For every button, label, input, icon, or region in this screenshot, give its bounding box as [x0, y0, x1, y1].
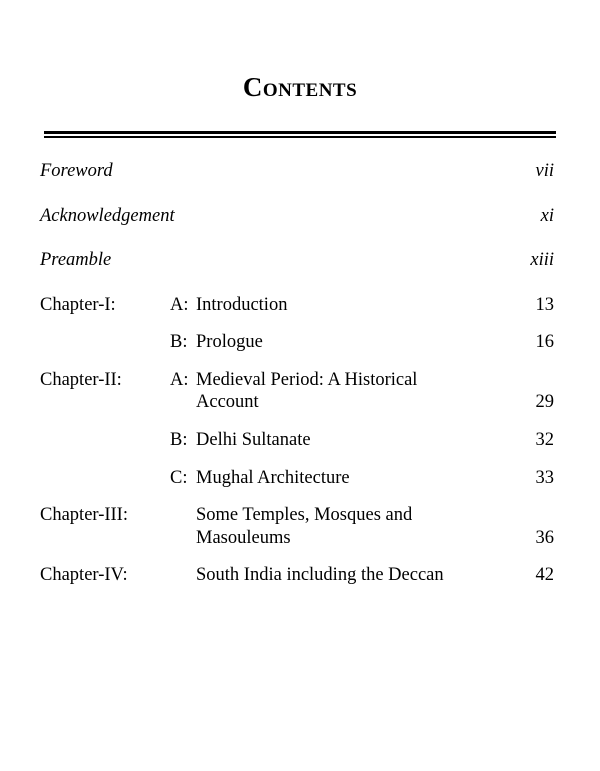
toc-entry-title: Delhi Sultanate — [196, 429, 311, 450]
toc-entry-page: 29 — [535, 392, 554, 413]
toc-chapter-label: Chapter-III: — [40, 505, 128, 526]
toc-entry-title — [196, 504, 500, 549]
toc-entry-label: Acknowledgement — [40, 205, 175, 226]
toc-entry-title-line2: Masouleums — [196, 527, 291, 548]
divider-thin-line — [44, 136, 556, 138]
toc-entry-title-line2: Account — [196, 392, 259, 413]
toc-entry-title: Mughal Architecture — [196, 467, 350, 488]
toc-entry-page: 42 — [535, 565, 554, 586]
toc-chapter-label: Chapter-IV: — [40, 565, 128, 586]
toc-entry-title: Introduction — [196, 294, 288, 315]
toc-entry-label: Preamble — [40, 250, 112, 271]
page-title: Contents — [242, 72, 358, 102]
toc-row[interactable] — [40, 467, 554, 490]
toc-front-matter-row[interactable] — [40, 249, 554, 272]
toc-entry-label: Foreword — [40, 161, 113, 181]
toc-row[interactable] — [40, 369, 554, 414]
toc-section-letter: A: — [170, 369, 189, 390]
toc-row[interactable] — [40, 294, 554, 317]
toc-section-letter: B: — [170, 429, 188, 450]
toc-entry-title-line1: Medieval Period: A Historical — [196, 369, 418, 390]
toc-section-letter: A: — [170, 294, 189, 315]
table-of-contents — [40, 160, 560, 587]
contents-page — [0, 72, 600, 771]
toc-entry-title: South India including the Deccan — [196, 565, 444, 586]
toc-entry-page: 16 — [535, 332, 554, 353]
toc-entry-title-line1: Some Temples, Mosques and — [196, 505, 413, 526]
toc-entry-page: xiii — [530, 250, 554, 271]
toc-entry-page: 32 — [535, 429, 554, 450]
toc-front-matter-row[interactable] — [40, 160, 554, 183]
toc-entry-page: 33 — [535, 467, 554, 488]
toc-entry-page: vii — [535, 161, 554, 181]
toc-entry-title — [196, 369, 500, 414]
toc-row[interactable] — [40, 564, 554, 587]
title-divider — [40, 131, 560, 138]
toc-row[interactable] — [40, 331, 554, 354]
toc-entry-page: 13 — [535, 294, 554, 315]
toc-row[interactable] — [40, 504, 554, 549]
toc-row[interactable] — [40, 429, 554, 452]
toc-entry-title: Prologue — [196, 332, 263, 353]
toc-front-matter-row[interactable] — [40, 205, 554, 228]
toc-entry-page: 36 — [535, 527, 554, 548]
toc-section-letter: C: — [170, 467, 188, 488]
toc-section-letter: B: — [170, 332, 188, 353]
toc-entry-page: xi — [540, 205, 554, 226]
toc-chapter-label: Chapter-I: — [40, 294, 116, 315]
toc-chapter-label: Chapter-II: — [40, 369, 122, 390]
